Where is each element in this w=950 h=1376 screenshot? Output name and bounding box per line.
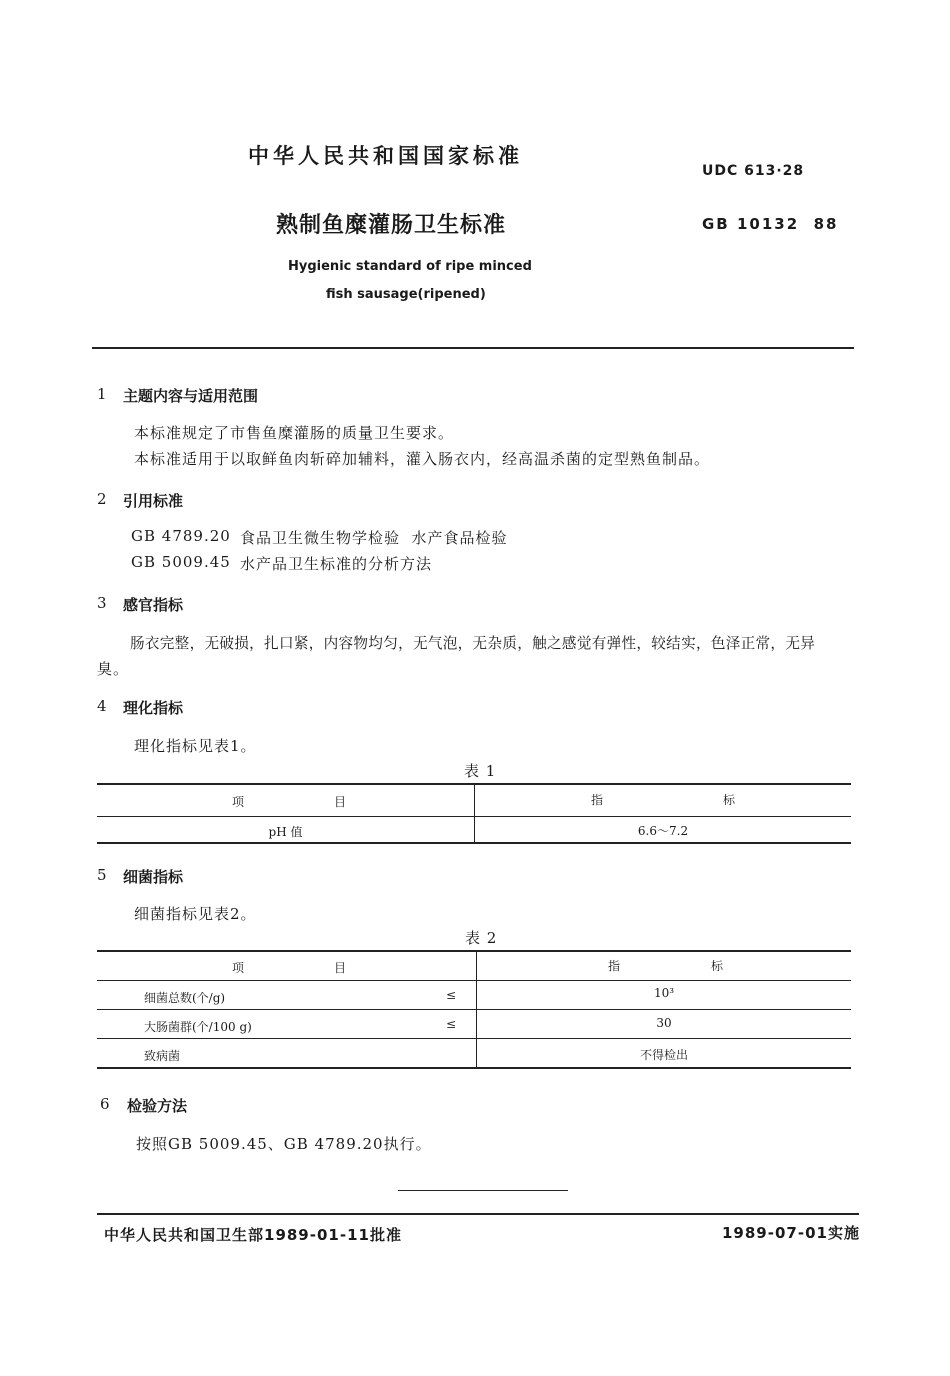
footer-divider bbox=[97, 1213, 859, 1215]
table-row-value: 不得检出 bbox=[639, 1048, 688, 1062]
table-row-value: 30 bbox=[656, 1016, 672, 1030]
section-1-title: 主题内容与适用范围 bbox=[123, 387, 259, 405]
table-row-value: 10³ bbox=[653, 986, 675, 1000]
gb-code: GB 10132 88 bbox=[702, 215, 839, 233]
section-5-paragraph: 细菌指标见表2。 bbox=[134, 905, 257, 923]
section-2-title: 引用标准 bbox=[123, 492, 184, 510]
section-3-number: 3 bbox=[97, 594, 107, 612]
udc-code: UDC 613·28 bbox=[702, 163, 805, 179]
section-6-paragraph: 按照GB 5009.45、GB 4789.20执行。 bbox=[136, 1135, 432, 1153]
section-1-number: 1 bbox=[97, 385, 107, 403]
table-2-bottom-rule bbox=[97, 1067, 851, 1069]
table-row-operator: ≤ bbox=[446, 1017, 457, 1031]
reference-name: 水产品卫生标准的分析方法 bbox=[240, 555, 433, 573]
section-3-paragraph-line2: 臭。 bbox=[97, 660, 130, 678]
table-2-caption: 表 2 bbox=[465, 929, 498, 947]
document-title: 熟制鱼糜灌肠卫生标准 bbox=[276, 213, 507, 238]
end-short-rule bbox=[398, 1190, 568, 1191]
reference-name: 食品卫生微生物学检验 水产食品检验 bbox=[240, 529, 508, 547]
section-4-number: 4 bbox=[97, 697, 107, 715]
header-divider bbox=[92, 347, 854, 349]
table-1-header-item-a: 项 bbox=[232, 795, 245, 809]
table-row-value: 6.6～7.2 bbox=[637, 824, 689, 838]
implementation-date: 1989-07-01实施 bbox=[722, 1224, 860, 1242]
english-title-line2: fish sausage(ripened) bbox=[326, 287, 486, 302]
approval-date: 中华人民共和国卫生部1989-01-11批准 bbox=[104, 1226, 402, 1244]
table-2-header-item-a: 项 bbox=[232, 961, 245, 975]
section-5-title: 细菌指标 bbox=[123, 868, 184, 886]
table-row-item: 致病菌 bbox=[144, 1049, 181, 1063]
english-title-line1: Hygienic standard of ripe minced bbox=[288, 259, 532, 274]
reference-code: GB 5009.45 bbox=[131, 553, 231, 571]
table-2-top-rule bbox=[97, 950, 851, 952]
table-row-item: 大肠菌群(个/100 g) bbox=[144, 1020, 252, 1034]
table-row-operator: ≤ bbox=[446, 988, 457, 1002]
table-1-caption: 表 1 bbox=[464, 762, 497, 780]
section-2-number: 2 bbox=[97, 490, 107, 508]
table-2-header-value-b: 标 bbox=[711, 959, 724, 973]
table-2-header-rule bbox=[97, 980, 851, 981]
table-2-row-rule bbox=[97, 1038, 851, 1039]
section-5-number: 5 bbox=[97, 866, 107, 884]
table-2-row-rule bbox=[97, 1009, 851, 1010]
section-1-paragraph-2: 本标准适用于以取鲜鱼肉斩碎加辅料，灌入肠衣内，经高温杀菌的定型熟鱼制品。 bbox=[134, 450, 711, 468]
table-2-header-item-b: 目 bbox=[334, 961, 347, 975]
reference-code: GB 4789.20 bbox=[131, 527, 231, 545]
table-row-item: 细菌总数(个/g) bbox=[144, 991, 226, 1005]
section-3-paragraph-line1: 肠衣完整，无破损，扎口紧，内容物均匀，无气泡，无杂质，触之感觉有弹性，较结实，色泽正常，无异 bbox=[130, 635, 816, 652]
section-1-paragraph-1: 本标准规定了市售鱼糜灌肠的质量卫生要求。 bbox=[134, 424, 455, 442]
table-1-header-item-b: 目 bbox=[334, 795, 347, 809]
table-row-item: pH 值 bbox=[268, 825, 303, 839]
table-2-header-value-a: 指 bbox=[608, 959, 621, 973]
section-4-title: 理化指标 bbox=[123, 699, 184, 717]
table-1-header-value-a: 指 bbox=[591, 793, 604, 807]
national-standard-title: 中华人民共和国国家标准 bbox=[248, 144, 523, 168]
section-3-title: 感官指标 bbox=[123, 596, 184, 614]
section-6-number: 6 bbox=[100, 1095, 110, 1113]
section-6-title: 检验方法 bbox=[127, 1097, 188, 1115]
section-4-paragraph: 理化指标见表1。 bbox=[134, 737, 257, 755]
table-1-header-value-b: 标 bbox=[723, 793, 736, 807]
